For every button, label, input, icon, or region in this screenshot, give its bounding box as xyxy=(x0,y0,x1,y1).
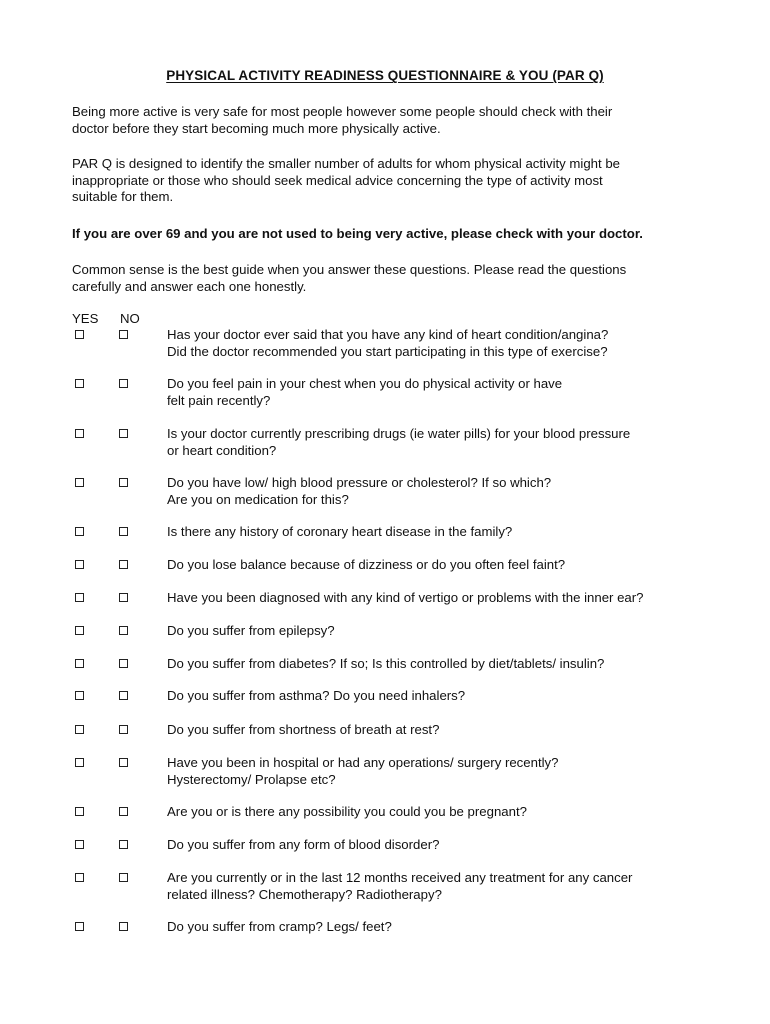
question-line: related illness? Chemotherapy? Radiotherapy? xyxy=(167,886,442,902)
question-text xyxy=(167,376,727,409)
yes-checkbox[interactable] xyxy=(75,659,84,668)
question-text xyxy=(167,755,727,788)
question-text xyxy=(167,804,727,821)
question-text xyxy=(167,327,727,360)
intro-line: suitable for them. xyxy=(72,189,174,204)
question-line: Do you suffer from any form of blood disorder? xyxy=(167,837,440,852)
yes-checkbox[interactable] xyxy=(75,873,84,882)
question-line: Do you suffer from asthma? Do you need inhalers? xyxy=(167,688,466,703)
question-line: Are you or is there any possibility you could you be pregnant? xyxy=(167,804,527,819)
no-checkbox[interactable] xyxy=(119,922,128,931)
question-line: Did the doctor recommended you start participating in this type of exercise? xyxy=(167,343,608,359)
question-text xyxy=(167,590,727,607)
no-checkbox[interactable] xyxy=(119,379,128,388)
intro-line: PAR Q is designed to identify the smaller number of adults for whom physical activity might be xyxy=(72,156,621,171)
question-text xyxy=(167,524,727,541)
no-checkbox[interactable] xyxy=(119,527,128,536)
no-column-header: NO xyxy=(120,311,140,326)
question-text xyxy=(167,475,727,508)
no-checkbox[interactable] xyxy=(119,807,128,816)
question-line: or heart condition? xyxy=(167,442,277,458)
yes-checkbox[interactable] xyxy=(75,560,84,569)
warning-line: If you are over 69 and you are not used to being very active, please check with your doctor. xyxy=(72,226,643,241)
question-line: Have you been diagnosed with any kind of vertigo or problems with the inner ear? xyxy=(167,590,644,605)
question-text xyxy=(167,870,727,903)
page-title: PHYSICAL ACTIVITY READINESS QUESTIONNAIRE & YOU (PAR Q) xyxy=(166,68,604,83)
intro-paragraph-1 xyxy=(72,104,712,137)
question-line: Is your doctor currently prescribing drugs (ie water pills) for your blood pressure xyxy=(167,426,631,441)
question-line: Do you have low/ high blood pressure or cholesterol? If so which? xyxy=(167,475,552,490)
question-line: Hysterectomy/ Prolapse etc? xyxy=(167,771,336,787)
no-checkbox[interactable] xyxy=(119,626,128,635)
no-checkbox[interactable] xyxy=(119,330,128,339)
question-text xyxy=(167,426,727,459)
yes-checkbox[interactable] xyxy=(75,379,84,388)
yes-checkbox[interactable] xyxy=(75,478,84,487)
yes-column-header: YES xyxy=(72,311,99,326)
intro-paragraph-2 xyxy=(72,156,712,206)
no-checkbox[interactable] xyxy=(119,758,128,767)
yes-checkbox[interactable] xyxy=(75,758,84,767)
intro-line: carefully and answer each one honestly. xyxy=(72,278,307,294)
no-checkbox[interactable] xyxy=(119,593,128,602)
question-line: Have you been in hospital or had any operations/ surgery recently? xyxy=(167,755,559,770)
no-checkbox[interactable] xyxy=(119,873,128,882)
question-text xyxy=(167,623,727,640)
question-line: Do you suffer from diabetes? If so; Is this controlled by diet/tablets/ insulin? xyxy=(167,656,605,671)
question-line: Do you feel pain in your chest when you do physical activity or have xyxy=(167,376,563,391)
yes-checkbox[interactable] xyxy=(75,807,84,816)
intro-line: inappropriate or those who should seek medical advice concerning the type of activity most xyxy=(72,172,603,188)
question-line: Do you suffer from epilepsy? xyxy=(167,623,335,638)
age-warning xyxy=(72,226,712,243)
question-text xyxy=(167,722,727,739)
no-checkbox[interactable] xyxy=(119,691,128,700)
question-line: Has your doctor ever said that you have any kind of heart condition/angina? xyxy=(167,327,609,342)
no-checkbox[interactable] xyxy=(119,429,128,438)
no-checkbox[interactable] xyxy=(119,478,128,487)
question-line: Is there any history of coronary heart disease in the family? xyxy=(167,524,513,539)
intro-line: Being more active is very safe for most people however some people should check with their xyxy=(72,104,613,119)
no-checkbox[interactable] xyxy=(119,840,128,849)
question-text xyxy=(167,837,727,854)
yes-checkbox[interactable] xyxy=(75,840,84,849)
question-line: felt pain recently? xyxy=(167,392,271,408)
yes-checkbox[interactable] xyxy=(75,593,84,602)
intro-line: Common sense is the best guide when you answer these questions. Please read the questions xyxy=(72,262,627,277)
question-text xyxy=(167,656,727,673)
yes-checkbox[interactable] xyxy=(75,527,84,536)
question-line: Are you on medication for this? xyxy=(167,491,349,507)
question-line: Are you currently or in the last 12 months received any treatment for any cancer xyxy=(167,870,633,885)
yes-checkbox[interactable] xyxy=(75,691,84,700)
yes-checkbox[interactable] xyxy=(75,429,84,438)
yes-checkbox[interactable] xyxy=(75,626,84,635)
no-checkbox[interactable] xyxy=(119,560,128,569)
yes-checkbox[interactable] xyxy=(75,725,84,734)
intro-paragraph-4 xyxy=(72,262,712,295)
intro-line: doctor before they start becoming much more physically active. xyxy=(72,120,441,136)
question-text xyxy=(167,919,727,936)
question-line: Do you suffer from shortness of breath at rest? xyxy=(167,722,440,737)
question-line: Do you lose balance because of dizziness or do you often feel faint? xyxy=(167,557,566,572)
question-line: Do you suffer from cramp? Legs/ feet? xyxy=(167,919,392,934)
no-checkbox[interactable] xyxy=(119,659,128,668)
question-text xyxy=(167,557,727,574)
yes-checkbox[interactable] xyxy=(75,330,84,339)
question-text xyxy=(167,688,727,705)
no-checkbox[interactable] xyxy=(119,725,128,734)
yes-checkbox[interactable] xyxy=(75,922,84,931)
